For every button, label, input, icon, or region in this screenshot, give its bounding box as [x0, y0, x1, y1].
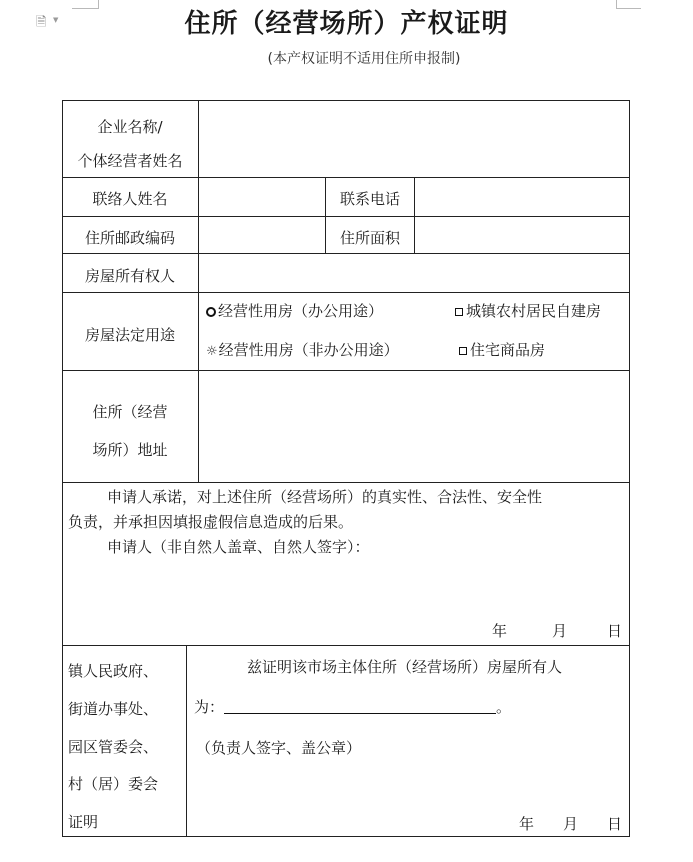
row-divider [62, 645, 630, 646]
certification-day: 日 [607, 815, 623, 833]
company-name-label-line2: 个体经营者姓名 [77, 152, 183, 170]
radio-selected-icon [206, 307, 216, 317]
contact-phone-label: 联系电话 [339, 190, 400, 208]
row-divider [62, 482, 630, 483]
postal-code-field[interactable] [199, 217, 325, 253]
usage-option-office[interactable]: 经营性用房（办公用途） [206, 301, 383, 321]
owner-name-blank[interactable] [224, 699, 496, 714]
checkbox-icon [455, 308, 463, 316]
certification-year: 年 [519, 815, 535, 833]
applicant-signature-area[interactable] [63, 560, 629, 615]
company-name-label-line1: 企业名称/ [97, 118, 163, 136]
certifier-label-line1: 镇人民政府、 [68, 662, 159, 680]
certifier-label-line4: 村（居）委会 [68, 775, 159, 793]
checkbox-icon [459, 347, 467, 355]
column-divider [186, 645, 187, 837]
owner-field[interactable] [199, 254, 629, 292]
legal-use-label: 房屋法定用途 [84, 326, 175, 344]
address-label-line2: 场所）地址 [92, 441, 168, 459]
certification-text-line2: 为： 。 [194, 698, 512, 716]
address-field[interactable] [199, 371, 629, 482]
usage-option-self-built[interactable]: 城镇农村居民自建房 [455, 301, 601, 321]
document-subtitle: (本产权证明不适用住所申报制) [267, 51, 461, 67]
area-field[interactable] [415, 217, 629, 253]
pledge-month: 月 [552, 622, 568, 640]
area-label: 住所面积 [339, 229, 400, 247]
pledge-text-line2: 负责，并承担因填报虚假信息造成的后果。 [68, 513, 354, 531]
pledge-text-line1: 申请人承诺，对上述住所（经营场所）的真实性、合法性、安全性 [107, 488, 543, 506]
applicant-signature-label: 申请人（非自然人盖章、自然人签字）： [107, 538, 370, 556]
contact-phone-field[interactable] [415, 178, 629, 216]
chevron-down-icon[interactable]: ▼ [53, 16, 59, 24]
contact-person-field[interactable] [199, 178, 325, 216]
row-divider [62, 292, 630, 293]
document-title: 住所（经营场所）产权证明 [184, 9, 509, 39]
pledge-day: 日 [607, 622, 623, 640]
certifier-label-line2: 街道办事处、 [68, 700, 159, 718]
owner-label: 房屋所有权人 [84, 267, 175, 285]
certification-month: 月 [563, 815, 579, 833]
certifier-label-line5: 证明 [68, 813, 99, 831]
contact-person-label: 联络人姓名 [92, 190, 168, 208]
certification-sign-note: （负责人签字、盖公章） [196, 739, 362, 757]
sun-symbol-icon: ☼ [206, 344, 218, 359]
address-label-line1: 住所（经营 [92, 403, 168, 421]
certifier-signature-area[interactable] [187, 762, 629, 807]
document-icon[interactable]: 🗎 [36, 15, 47, 30]
certifier-label-line3: 园区管委会、 [68, 738, 159, 756]
pledge-year: 年 [492, 622, 508, 640]
company-name-field[interactable] [199, 101, 629, 177]
usage-option-residential[interactable]: 住宅商品房 [459, 340, 545, 360]
certification-text-line1: 兹证明该市场主体住所（经营场所）房屋所有人 [247, 658, 563, 676]
postal-code-label: 住所邮政编码 [84, 229, 175, 247]
usage-option-non-office[interactable]: ☼经营性用房（非办公用途） [206, 341, 399, 359]
